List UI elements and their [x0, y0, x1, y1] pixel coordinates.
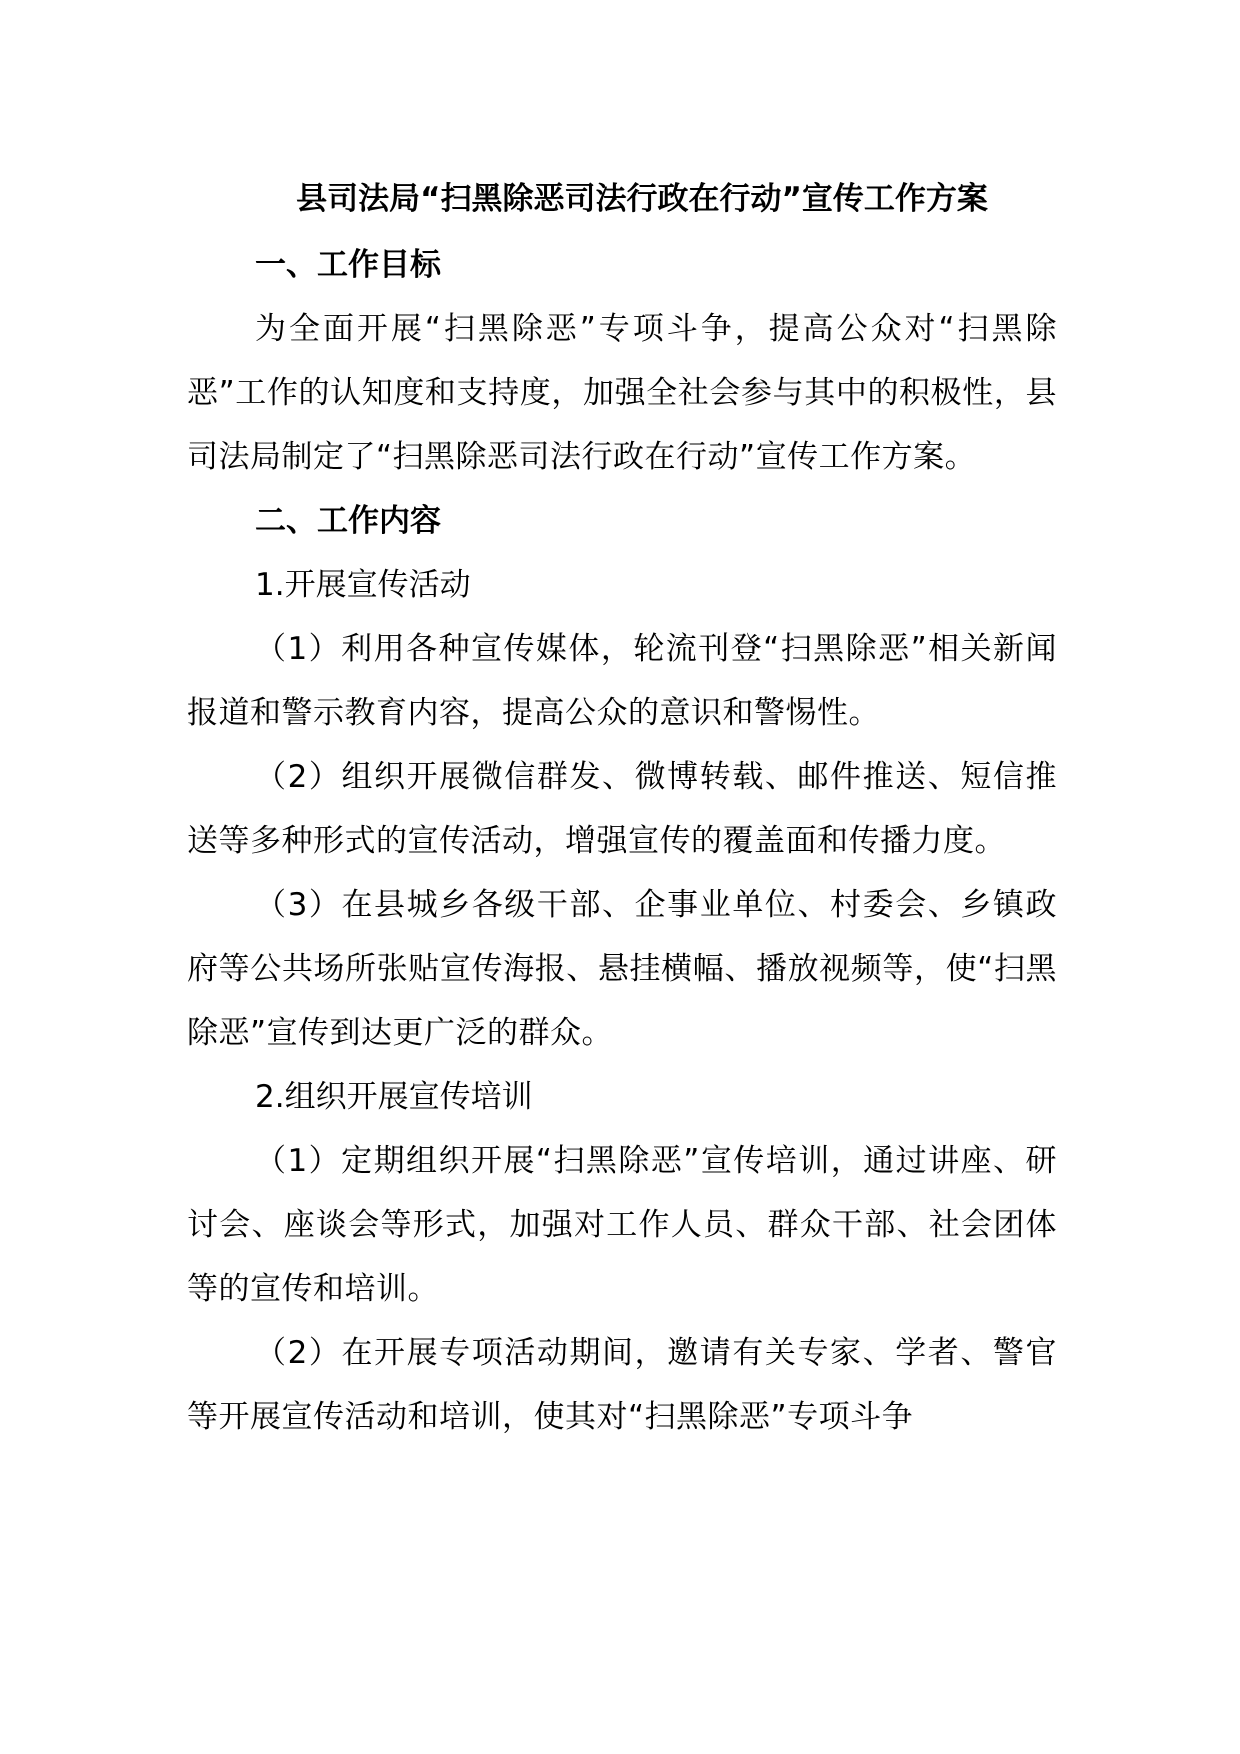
list-item: （3）在县城乡各级干部、企事业单位、村委会、乡镇政府等公共场所张贴宣传海报、悬挂横幅、播放视频等，使“扫黑除恶”宣传到达更广泛的群众。 [187, 887, 1057, 1051]
section-heading-goals: 一、工作目标 [255, 247, 441, 283]
list-item: （2）在开展专项活动期间，邀请有关专家、学者、警官等开展宣传活动和培训，使其对“扫黑除恶”专项斗争 [187, 1335, 1057, 1435]
item-title-publicity-training: 2.组织开展宣传培训 [255, 1079, 533, 1115]
goals-paragraph: 为全面开展“扫黑除恶”专项斗争，提高公众对“扫黑除恶”工作的认知度和支持度，加强全社会参与其中的积极性，县司法局制定了“扫黑除恶司法行政在行动”宣传工作方案。 [187, 311, 1057, 475]
document-body [187, 165, 1057, 1449]
list-item: （1）定期组织开展“扫黑除恶”宣传培训，通过讲座、研讨会、座谈会等形式，加强对工作人员、群众干部、社会团体等的宣传和培训。 [187, 1143, 1057, 1307]
section-heading-content: 二、工作内容 [255, 503, 441, 539]
list-item: （1）利用各种宣传媒体，轮流刊登“扫黑除恶”相关新闻报道和警示教育内容，提高公众的意识和警惕性。 [187, 631, 1057, 731]
item-title-publicity-activities: 1.开展宣传活动 [255, 567, 471, 603]
list-item: （2）组织开展微信群发、微博转载、邮件推送、短信推送等多种形式的宣传活动，增强宣传的覆盖面和传播力度。 [187, 759, 1057, 859]
document-title: 县司法局“扫黑除恶司法行政在行动”宣传工作方案 [296, 181, 988, 217]
